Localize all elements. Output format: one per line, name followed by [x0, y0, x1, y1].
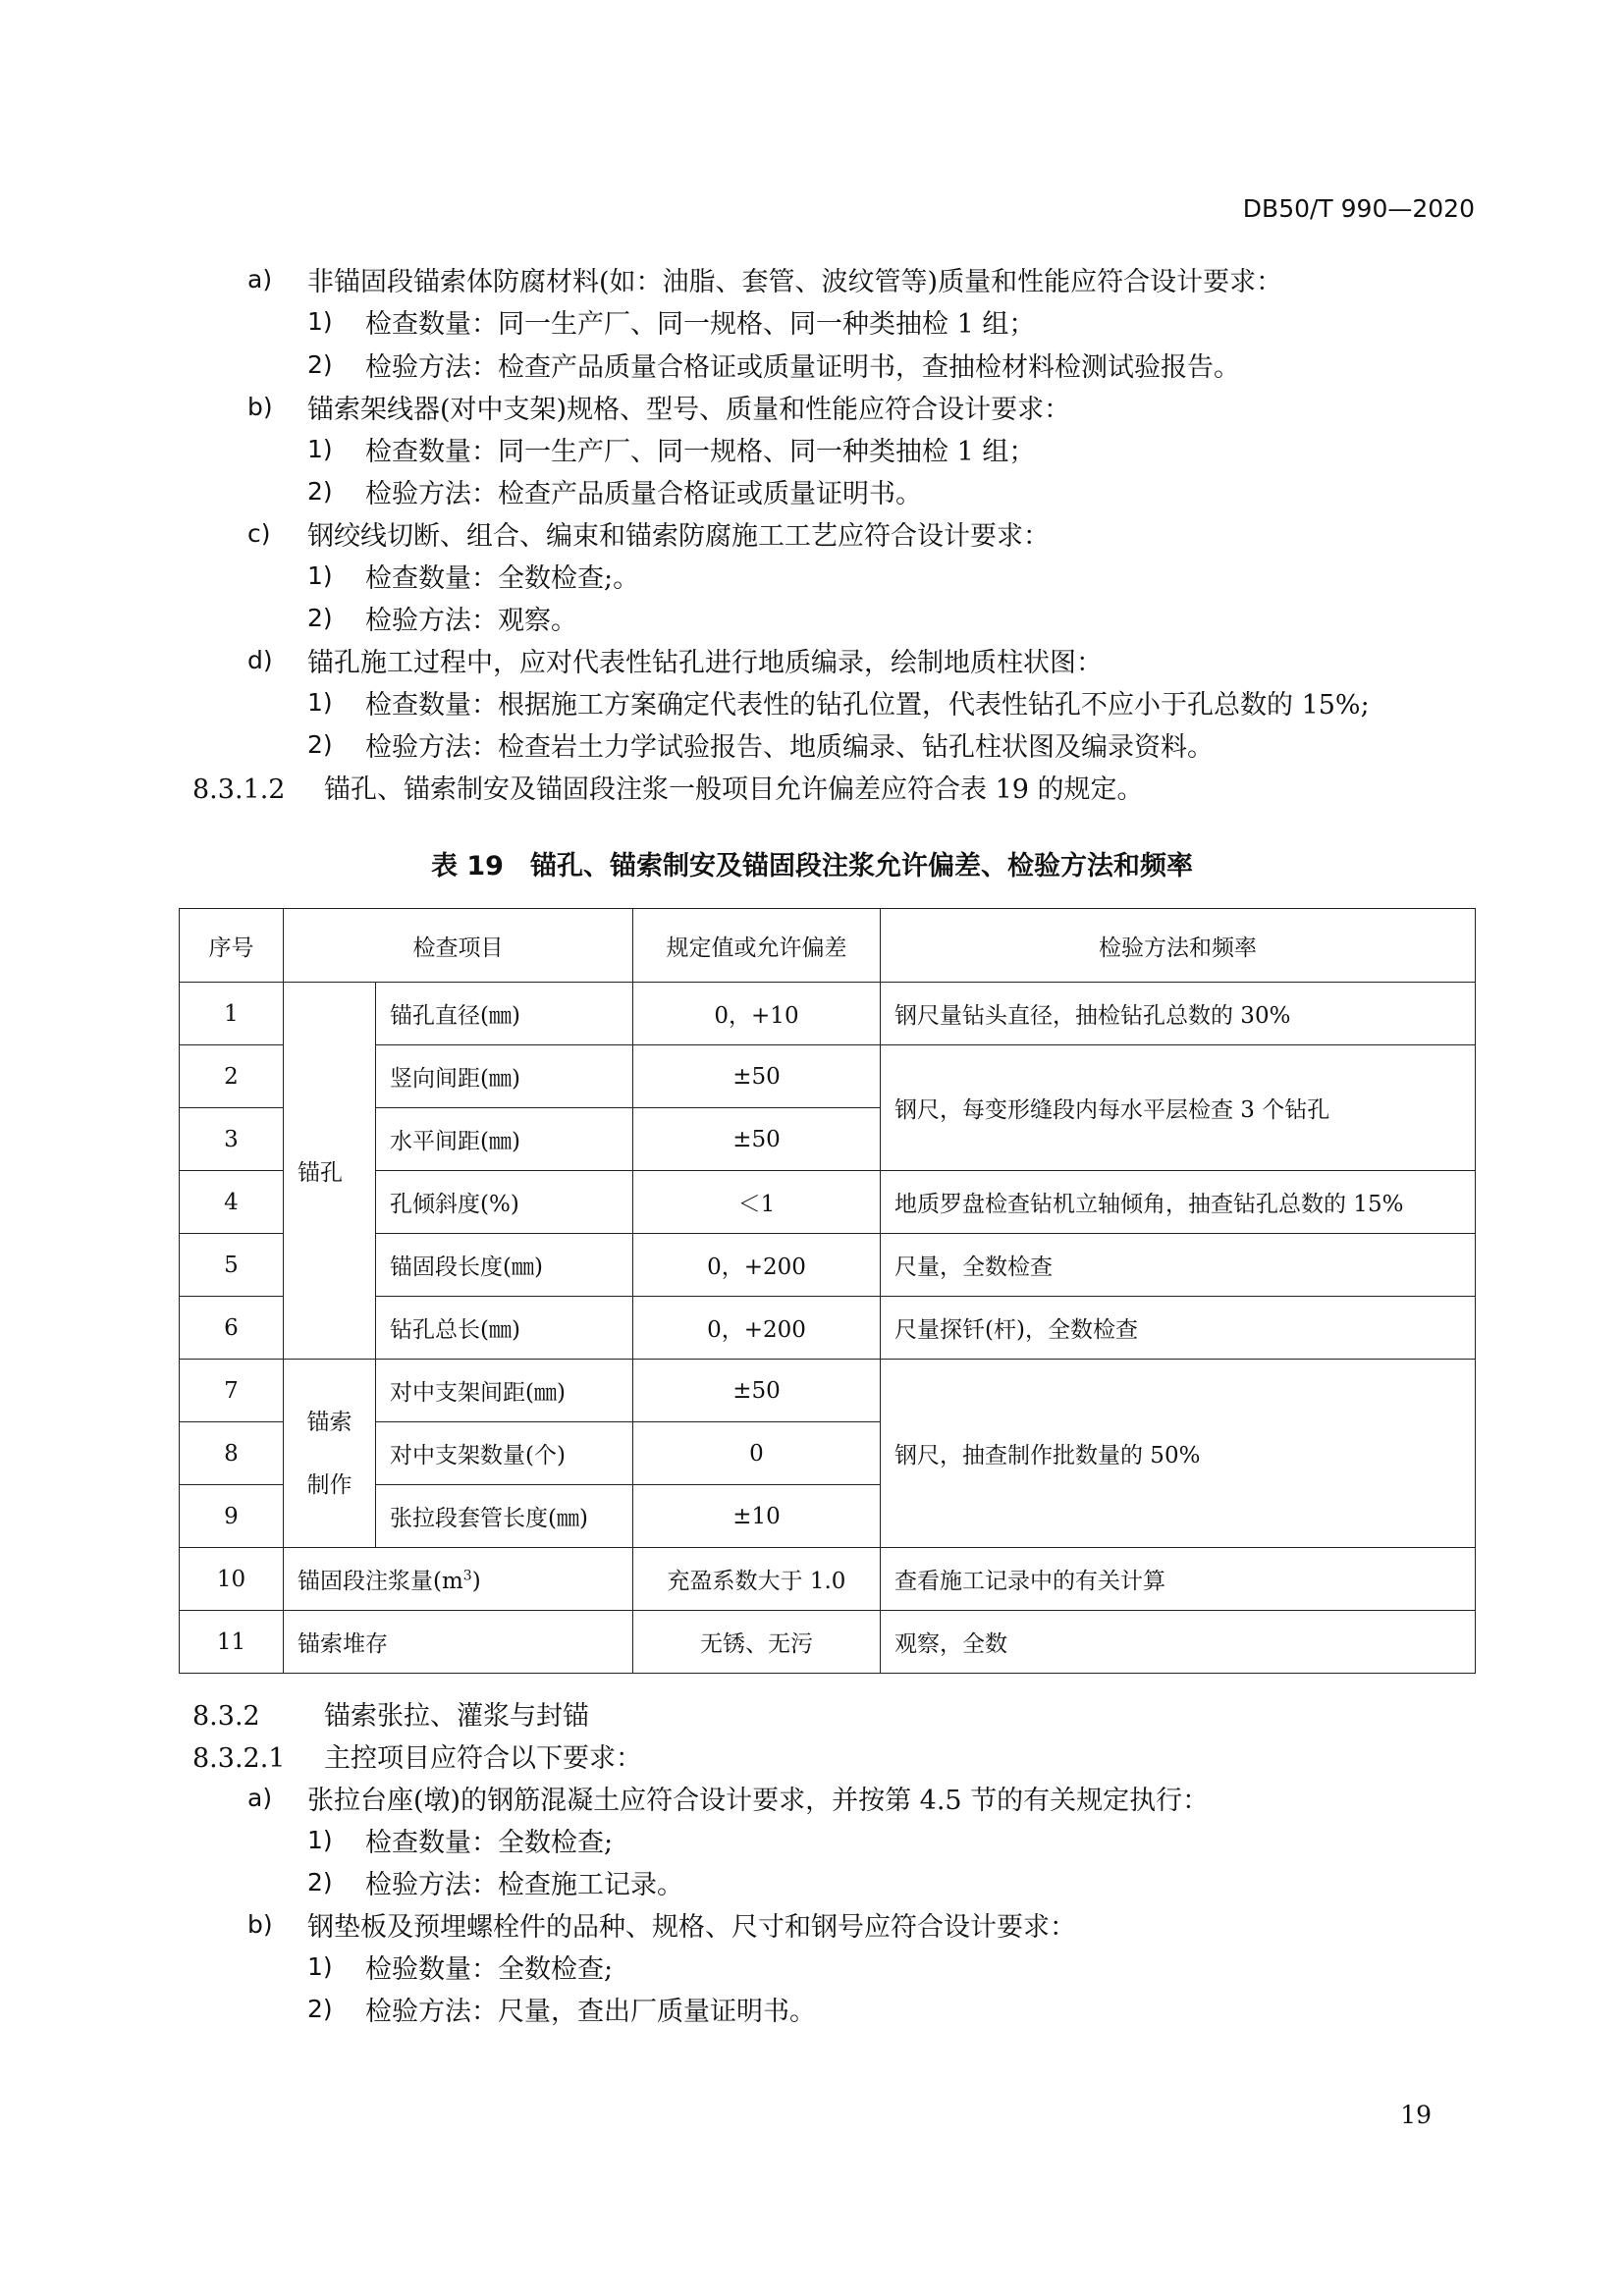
sub-marker: 2) — [307, 730, 333, 759]
check-item — [284, 1548, 633, 1611]
sub-text: 检验方法：尺量，查出厂质量证明书。 — [365, 1997, 816, 2027]
sub-text: 检验方法：检查产品质量合格证或质量证明书，查抽检材料检测试验报告。 — [365, 352, 1240, 383]
item-text: 钢绞线切断、组合、编束和锚索防腐施工工艺应符合设计要求： — [307, 521, 1050, 552]
page-number: 19 — [1400, 2101, 1432, 2129]
sub-marker: 1) — [307, 1826, 333, 1854]
sub-text: 检查数量：全数检查; — [365, 1828, 614, 1858]
clause-number: 8.3.1.2 — [192, 774, 286, 805]
sub-marker: 2) — [307, 604, 333, 632]
row-number: 11 — [180, 1611, 284, 1674]
item-text: 张拉台座(墩)的钢筋混凝土应符合设计要求，并按第 4.5 节的有关规定执行： — [307, 1786, 1210, 1816]
allowed-value: ＜1 — [633, 1171, 881, 1234]
table-header-row — [180, 909, 1476, 983]
group-label-line: 制作 — [306, 1471, 352, 1498]
item-marker: a) — [247, 265, 273, 294]
item-marker: a) — [247, 1784, 273, 1812]
check-method: 观察，全数 — [881, 1611, 1476, 1674]
row-number: 3 — [180, 1108, 284, 1171]
check-item: 竖向间距(㎜) — [376, 1045, 633, 1108]
check-method: 尺量探钎(杆)，全数检查 — [881, 1297, 1476, 1360]
item-text: 锚孔施工过程中，应对代表性钻孔进行地质编录，绘制地质柱状图： — [307, 648, 1103, 678]
sub-text: 检验数量：全数检查; — [365, 1954, 614, 1985]
sub-text: 检验方法：检查施工记录。 — [365, 1870, 683, 1900]
clause-number: 8.3.2.1 — [192, 1743, 286, 1774]
item-text: 锚索架线器(对中支架)规格、型号、质量和性能应符合设计要求： — [307, 395, 1071, 425]
clause-text: 锚孔、锚索制安及锚固段注浆一般项目允许偏差应符合表 19 的规定。 — [324, 774, 1144, 805]
check-item: 孔倾斜度(%) — [376, 1171, 633, 1234]
sub-marker: 1) — [307, 561, 333, 590]
header-cell: 检查项目 — [284, 909, 633, 983]
item-text: 非锚固段锚索体防腐材料(如：油脂、套管、波纹管等)质量和性能应符合设计要求： — [307, 267, 1283, 297]
check-method: 尺量，全数检查 — [881, 1234, 1476, 1297]
row-number: 10 — [180, 1548, 284, 1611]
check-method: 查看施工记录中的有关计算 — [881, 1548, 1476, 1611]
header-cell: 检验方法和频率 — [881, 909, 1476, 983]
header-cell: 序号 — [180, 909, 284, 983]
row-number: 6 — [180, 1297, 284, 1360]
sub-marker: 1) — [307, 435, 333, 463]
check-method: 钢尺量钻头直径，抽检钻孔总数的 30% — [881, 983, 1476, 1045]
document-code: DB50/T 990—2020 — [1242, 194, 1475, 223]
row-number: 7 — [180, 1360, 284, 1422]
row-number: 2 — [180, 1045, 284, 1108]
group-label-line: 锚索 — [306, 1409, 352, 1435]
allowed-value: ±10 — [633, 1485, 881, 1548]
sub-text: 检验方法：观察。 — [365, 606, 577, 636]
table-caption: 表 19 锚孔、锚索制安及锚固段注浆允许偏差、检验方法和频率 — [431, 851, 1193, 881]
allowed-value: ±50 — [633, 1045, 881, 1108]
check-item: 钻孔总长(㎜) — [376, 1297, 633, 1360]
table-row — [180, 983, 1476, 1045]
row-number: 5 — [180, 1234, 284, 1297]
sub-marker: 2) — [307, 1868, 333, 1896]
sub-text: 检验方法：检查产品质量合格证或质量证明书。 — [365, 479, 922, 509]
row-number: 8 — [180, 1422, 284, 1485]
sub-marker: 1) — [307, 307, 333, 336]
table-row — [180, 1611, 1476, 1674]
allowed-value: ±50 — [633, 1360, 881, 1422]
allowed-value: 0，+200 — [633, 1297, 881, 1360]
check-method: 钢尺，每变形缝段内每水平层检查 3 个钻孔 — [881, 1045, 1476, 1171]
sub-marker: 1) — [307, 1952, 333, 1981]
allowed-value: 0，+200 — [633, 1234, 881, 1297]
table-row — [180, 1548, 1476, 1611]
check-item: 张拉段套管长度(㎜) — [376, 1485, 633, 1548]
superscript: 3 — [462, 1568, 472, 1584]
row-number: 4 — [180, 1171, 284, 1234]
sub-marker: 2) — [307, 1995, 333, 2023]
group-label: 锚孔 — [284, 983, 376, 1360]
check-item: 锚索堆存 — [284, 1611, 633, 1674]
check-item: 锚固段长度(㎜) — [376, 1234, 633, 1297]
item-marker: c) — [247, 519, 271, 548]
allowed-value: 充盈系数大于 1.0 — [633, 1548, 881, 1611]
allowed-value: 0 — [633, 1422, 881, 1485]
allowed-value: 无锈、无污 — [633, 1611, 881, 1674]
allowed-value: 0，+10 — [633, 983, 881, 1045]
allowed-value: ±50 — [633, 1108, 881, 1171]
sub-text: 检验方法：检查岩土力学试验报告、地质编录、钻孔柱状图及编录资料。 — [365, 732, 1214, 763]
item-marker: b) — [247, 1910, 273, 1939]
check-item-text: 锚固段注浆量(m — [298, 1569, 463, 1594]
sub-text: 检查数量：同一生产厂、同一规格、同一种类抽检 1 组； — [365, 437, 1036, 467]
sub-text: 检查数量：同一生产厂、同一规格、同一种类抽检 1 组； — [365, 309, 1036, 340]
clause-heading: 锚索张拉、灌浆与封锚 — [324, 1701, 589, 1732]
check-item: 水平间距(㎜) — [376, 1108, 633, 1171]
sub-text: 检查数量：根据施工方案确定代表性的钻孔位置，代表性钻孔不应小于孔总数的 15%; — [365, 690, 1370, 721]
check-item-tail: ) — [471, 1569, 481, 1594]
row-number: 1 — [180, 983, 284, 1045]
sub-marker: 1) — [307, 688, 333, 717]
check-method: 钢尺，抽查制作批数量的 50% — [881, 1360, 1476, 1548]
check-item: 对中支架间距(㎜) — [376, 1360, 633, 1422]
header-cell: 规定值或允许偏差 — [633, 909, 881, 983]
item-marker: d) — [247, 646, 273, 674]
sub-marker: 2) — [307, 350, 333, 379]
spec-table — [179, 908, 1476, 1674]
item-text: 钢垫板及预埋螺栓件的品种、规格、尺寸和钢号应符合设计要求： — [307, 1912, 1076, 1943]
group-label-cable — [284, 1360, 376, 1548]
row-number: 9 — [180, 1485, 284, 1548]
check-item: 锚孔直径(㎜) — [376, 983, 633, 1045]
check-item: 对中支架数量(个) — [376, 1422, 633, 1485]
clause-number: 8.3.2 — [192, 1701, 260, 1732]
clause-text: 主控项目应符合以下要求： — [324, 1743, 642, 1774]
item-marker: b) — [247, 393, 273, 421]
table-row — [180, 1360, 1476, 1422]
sub-text: 检查数量：全数检查;。 — [365, 563, 640, 594]
check-method: 地质罗盘检查钻机立轴倾角，抽查钻孔总数的 15% — [881, 1171, 1476, 1234]
sub-marker: 2) — [307, 477, 333, 506]
